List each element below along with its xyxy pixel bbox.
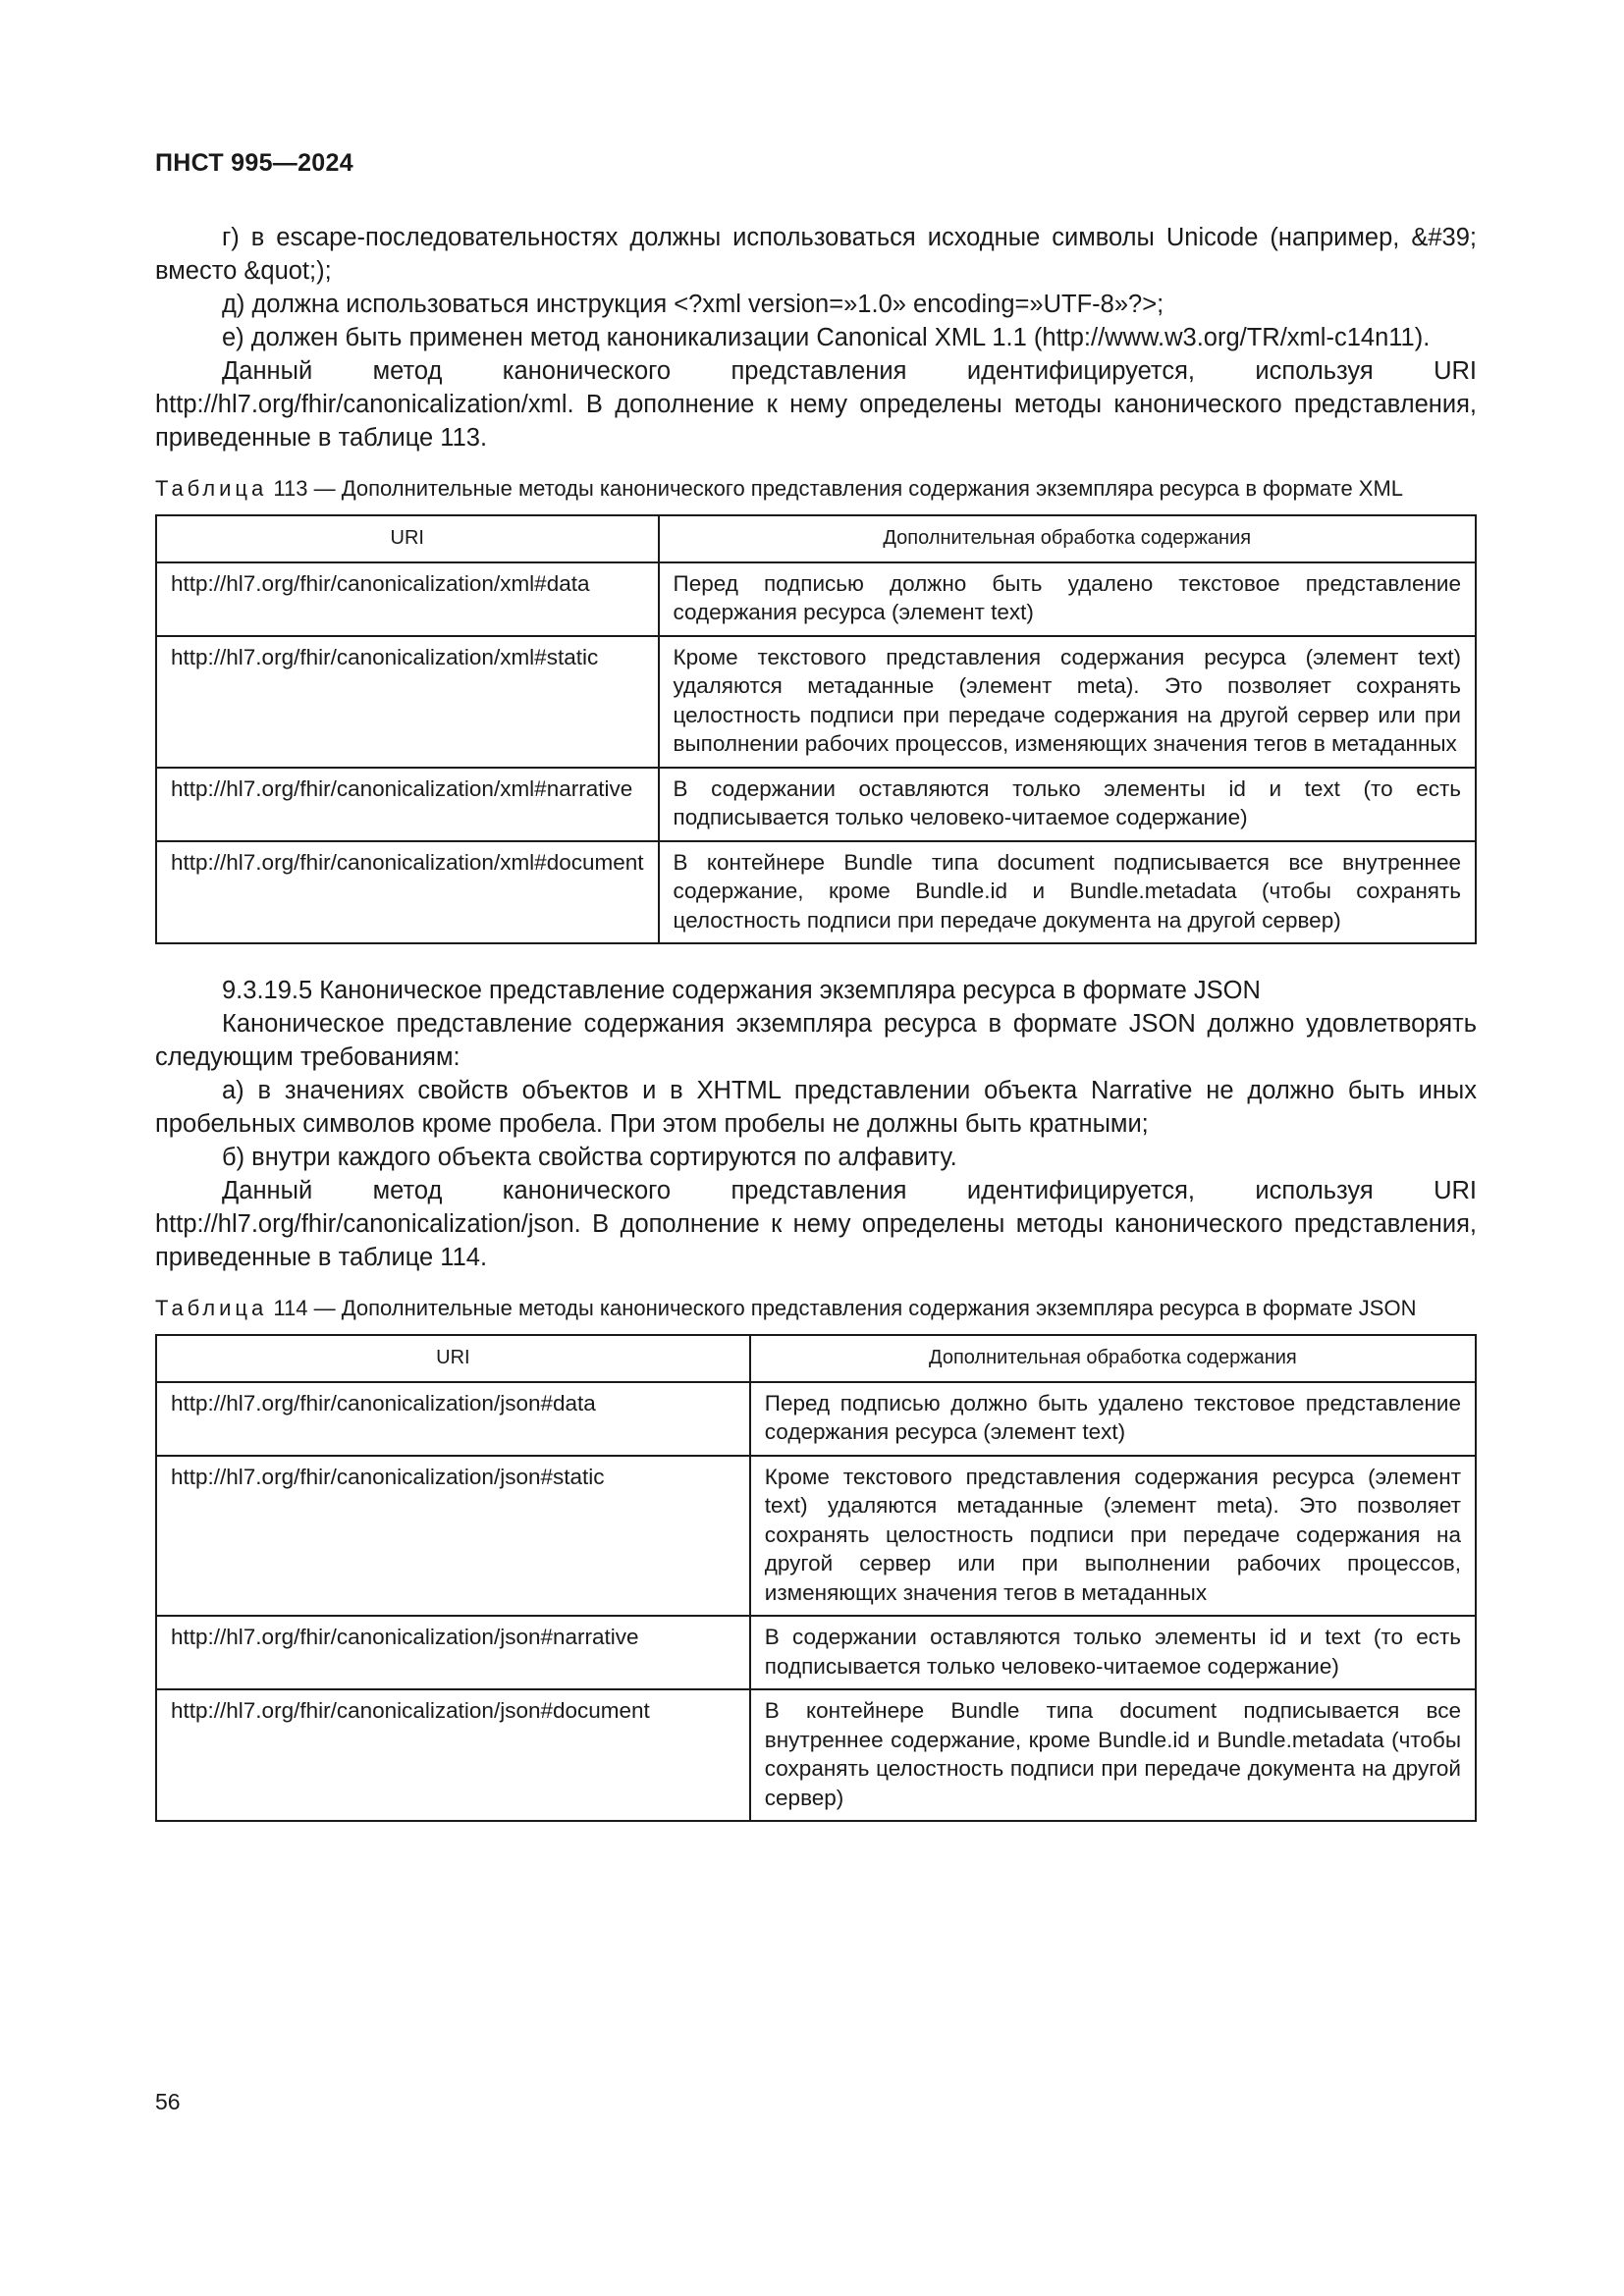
- caption-text: 114 — Дополнительные методы канонического представления содержания экземпляра ресурса в формате JSON: [273, 1296, 1417, 1320]
- uri-cell: http://hl7.org/fhir/canonicalization/json#document: [156, 1689, 750, 1821]
- table-row: [156, 1616, 1476, 1689]
- table-113-caption: [155, 474, 1477, 503]
- uri-cell: http://hl7.org/fhir/canonicalization/xml#narrative: [156, 768, 659, 841]
- paragraph-xml-uri: Данный метод канонического представления идентифицируется, используя URI http://hl7.org/fhir/canonicalization/xml. В дополнение к нему определены методы канонического представления, приведенные в таблице 113.: [155, 357, 1477, 452]
- caption-label: Таблица: [155, 1296, 268, 1320]
- caption-label: Таблица: [155, 476, 268, 501]
- description-cell: Перед подписью должно быть удалено текстовое представление содержания ресурса (элемент text): [659, 562, 1476, 636]
- section-heading-json: 9.3.19.5 Каноническое представление содержания экземпляра ресурса в формате JSON: [222, 977, 1261, 1004]
- column-header-processing: Дополнительная обработка содержания: [750, 1335, 1476, 1382]
- table-114: [155, 1334, 1477, 1822]
- description-cell: В содержании оставляются только элементы id и text (то есть подписывается только человеко-читаемое содержание): [750, 1616, 1476, 1689]
- page-content: [155, 221, 1477, 1822]
- caption-text: 113 — Дополнительные методы канонического представления содержания экземпляра ресурса в формате XML: [273, 476, 1404, 501]
- paragraph-sorting: б) внутри каждого объекта свойства сортируются по алфавиту.: [222, 1144, 957, 1171]
- uri-cell: http://hl7.org/fhir/canonicalization/xml#data: [156, 562, 659, 636]
- paragraph-json-requirements: Каноническое представление содержания экземпляра ресурса в формате JSON должно удовлетворять следующим требованиям:: [155, 1010, 1477, 1071]
- description-cell: Кроме текстового представления содержания ресурса (элемент text) удаляются метаданные (элемент meta). Это позволяет сохранять целостность подписи при передаче содержания на другой сервер или при выполнении рабочих процессов, изменяющих значения тегов в метаданных: [659, 636, 1476, 768]
- uri-cell: http://hl7.org/fhir/canonicalization/json#static: [156, 1456, 750, 1617]
- paragraph-xml-instruction: д) должна использоваться инструкция <?xml version=»1.0» encoding=»UTF-8»?>;: [222, 291, 1164, 318]
- description-cell: В содержании оставляются только элементы id и text (то есть подписывается только человеко-читаемое содержание): [659, 768, 1476, 841]
- table-114-caption: [155, 1294, 1477, 1322]
- uri-cell: http://hl7.org/fhir/canonicalization/json#narrative: [156, 1616, 750, 1689]
- paragraph-canonical-xml: е) должен быть применен метод каноникализации Canonical XML 1.1 (http://www.w3.org/TR/xml-c14n11).: [222, 324, 1431, 351]
- table-row: [156, 1382, 1476, 1456]
- table-row: [156, 768, 1476, 841]
- paragraph-whitespace: а) в значениях свойств объектов и в XHTML представлении объекта Narrative не должно быть иных пробельных символов кроме пробела. При этом пробелы не должны быть кратными;: [155, 1077, 1477, 1138]
- uri-cell: http://hl7.org/fhir/canonicalization/xml#static: [156, 636, 659, 768]
- table-113: [155, 514, 1477, 944]
- description-cell: Перед подписью должно быть удалено текстовое представление содержания ресурса (элемент text): [750, 1382, 1476, 1456]
- table-header-row: [156, 515, 1476, 562]
- description-cell: В контейнере Bundle типа document подписывается все внутреннее содержание, кроме Bundle.id и Bundle.metadata (чтобы сохранять целостность подписи при передаче документа на другой сервер): [750, 1689, 1476, 1821]
- page-number: 56: [155, 2089, 181, 2114]
- table-header-row: [156, 1335, 1476, 1382]
- column-header-uri: URI: [156, 1335, 750, 1382]
- page-header: ПНСТ 995—2024: [155, 149, 353, 177]
- uri-cell: http://hl7.org/fhir/canonicalization/json#data: [156, 1382, 750, 1456]
- table-row: [156, 562, 1476, 636]
- table-row: [156, 1456, 1476, 1617]
- uri-cell: http://hl7.org/fhir/canonicalization/xml#document: [156, 841, 659, 944]
- table-row: [156, 636, 1476, 768]
- table-row: [156, 841, 1476, 944]
- description-cell: В контейнере Bundle типа document подписывается все внутреннее содержание, кроме Bundle.id и Bundle.metadata (чтобы сохранять целостность подписи при передаче документа на другой сервер): [659, 841, 1476, 944]
- column-header-uri: URI: [156, 515, 659, 562]
- table-row: [156, 1689, 1476, 1821]
- description-cell: Кроме текстового представления содержания ресурса (элемент text) удаляются метаданные (элемент meta). Это позволяет сохранять целостность подписи при передаче содержания на другой сервер или при выполнении рабочих процессов, изменяющих значения тегов в метаданных: [750, 1456, 1476, 1617]
- column-header-processing: Дополнительная обработка содержания: [659, 515, 1476, 562]
- paragraph-escape: г) в escape-последовательностях должны использоваться исходные символы Unicode (например, &#39; вместо &quot;);: [155, 224, 1477, 285]
- paragraph-json-uri: Данный метод канонического представления идентифицируется, используя URI http://hl7.org/fhir/canonicalization/json. В дополнение к нему определены методы канонического представления, приведенные в таблице 114.: [155, 1177, 1477, 1271]
